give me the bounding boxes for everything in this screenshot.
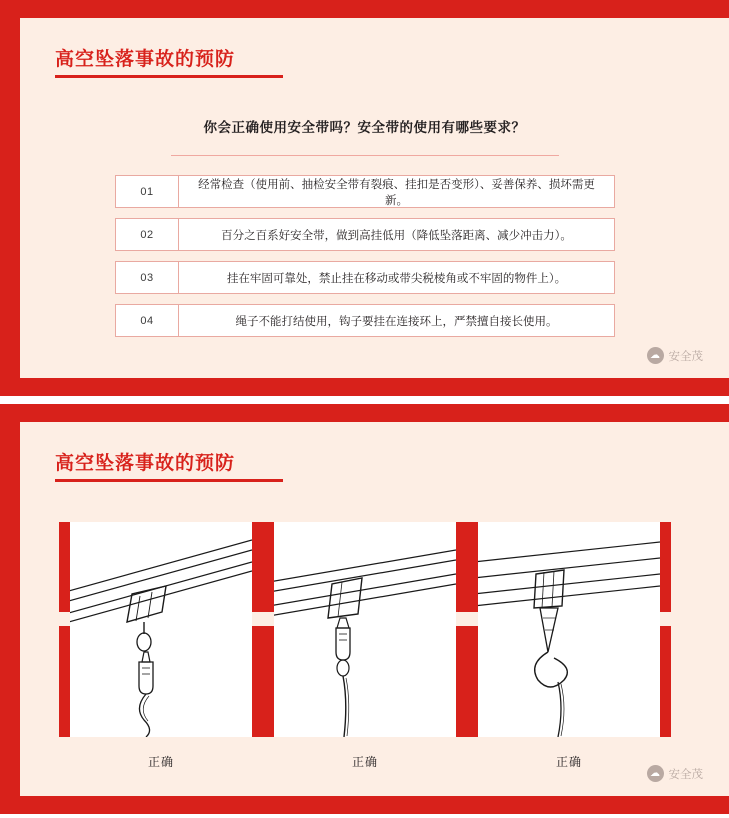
slide-1-bottom-red-bar — [0, 378, 729, 396]
illustration-card — [70, 522, 252, 770]
list-item — [115, 261, 615, 294]
list-item-number: 02 — [116, 219, 179, 250]
slide-2-body — [0, 422, 729, 796]
slide-2-title: 高空坠落事故的预防 — [55, 453, 236, 474]
wechat-icon: ☁ — [647, 765, 664, 782]
slide-2-title-underline — [55, 479, 283, 482]
list-item-number: 04 — [116, 305, 179, 336]
slide-divider — [0, 396, 729, 404]
card-red-edge-left — [263, 522, 274, 737]
illustrations-row — [70, 522, 660, 770]
list-item-text: 挂在牢固可靠处，禁止挂在移动或带尖税棱角或不牢固的物件上）。 — [226, 272, 567, 285]
illustration-card — [274, 522, 456, 770]
requirements-list — [115, 175, 615, 347]
list-item-text: 经常检查（使用前、抽检安全带有裂痕、挂扣是否变形）、妥善保养、损坏需更新。 — [198, 178, 595, 207]
slide-1-title-underline — [55, 75, 283, 78]
slide-1 — [0, 0, 729, 396]
slide-1-question: 你会正确使用安全带吗？安全带的使用有哪些要求？ — [203, 120, 526, 135]
list-item-number: 03 — [116, 262, 179, 293]
list-item-text: 百分之百系好安全带，做到高挂低用（降低坠落距离、减少冲击力）。 — [221, 229, 572, 242]
card-red-edge-left — [59, 522, 70, 737]
slide-1-left-red-strip — [0, 18, 20, 378]
slide-1-body — [0, 18, 729, 378]
list-item-text: 绳子不能打结使用，钩子要挂在连接环上，严禁擅自接长使用。 — [235, 315, 558, 328]
card-red-edge-right — [660, 522, 671, 737]
wechat-icon: ☁ — [647, 347, 664, 364]
list-item — [115, 175, 615, 208]
slide-2-top-red-bar — [0, 404, 729, 422]
illustration-caption: 正确 — [555, 755, 582, 769]
card-red-edge-left — [467, 522, 478, 737]
watermark-label: 安全茂 — [668, 768, 703, 781]
safety-harness-hook-diagram-2 — [274, 522, 456, 737]
slide-1-title: 高空坠落事故的预防 — [55, 49, 236, 70]
watermark-slide-2 — [647, 765, 704, 782]
safety-harness-hook-diagram-3 — [478, 522, 660, 737]
list-item — [115, 218, 615, 251]
slide-1-question-underline — [171, 155, 559, 156]
card-red-edge-right — [456, 522, 467, 737]
list-item-number: 01 — [116, 176, 179, 207]
slide-2-left-red-strip — [0, 422, 20, 796]
watermark-slide-1 — [647, 347, 704, 364]
card-red-edge-right — [252, 522, 263, 737]
illustration-card — [478, 522, 660, 770]
slide-2-bottom-red-bar — [0, 796, 729, 814]
illustration-caption: 正确 — [351, 755, 378, 769]
slide-1-top-red-bar — [0, 0, 729, 18]
illustration-caption: 正确 — [147, 755, 174, 769]
slide-2 — [0, 404, 729, 814]
watermark-label: 安全茂 — [668, 350, 703, 363]
list-item — [115, 304, 615, 337]
safety-harness-hook-diagram-1 — [70, 522, 252, 737]
